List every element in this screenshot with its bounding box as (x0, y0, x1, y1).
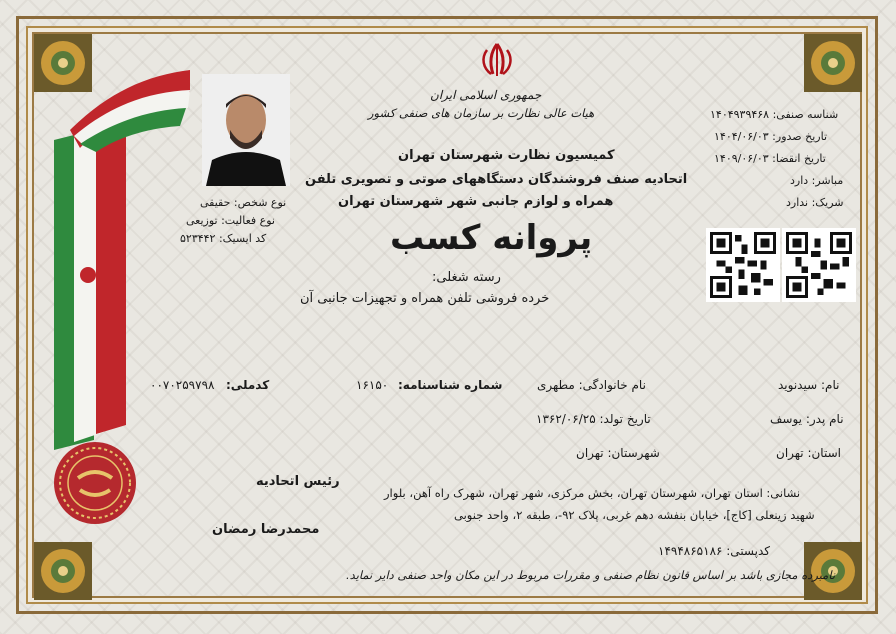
footer-note: نامبرده مجازی باشد بر اساس قانون نظام صنفی و مقررات مربوط در این مکان واحد صنفی دایر نماید. (346, 568, 836, 582)
first-name: نام: سیدنوید (778, 378, 840, 392)
city: شهرستان: تهران (576, 446, 660, 460)
partner: شریک: ندارد (786, 196, 844, 209)
birth-date: تاریخ تولد: ۱۳۶۲/۰۶/۲۵ (536, 412, 651, 426)
corner-ornament (32, 540, 94, 602)
father-name: نام پدر: یوسف (770, 412, 844, 426)
national-id-number: ۰۰۷۰۲۵۹۷۹۸ (150, 378, 215, 392)
address-line-2: شهید زینعلی [کاج]، خیابان بنفشه دهم غربی، پلاک ۹۲-، طبقه ۲، واحد جنوبی (454, 508, 815, 522)
expiry-date: تاریخ انقضا: ۱۴۰۹/۰۶/۰۳ (714, 152, 826, 165)
signature-name: محمدرضا رمضان (212, 522, 320, 537)
national-id-label: کدملی: (226, 378, 270, 392)
field-label: رسته شغلی: (432, 270, 501, 285)
commission-text: کمیسیون نظارت شهرستان تهران (398, 148, 615, 163)
field-value: خرده فروشی تلفن همراه و تجهیزات جانبی آن (300, 291, 550, 306)
isic-code: کد ایسیک: ۵۲۳۴۴۲ (180, 232, 267, 245)
union-line-2: همراه و لوازم جانبی شهر شهرستان تهران (338, 194, 614, 209)
issue-date: تاریخ صدور: ۱۴۰۴/۰۶/۰۳ (714, 130, 828, 143)
province: استان: تهران (776, 446, 841, 460)
person-type: نوع شخص: حقیقی (200, 196, 287, 209)
board-text: هیات عالی نظارت بر سازمان های صنفی کشور (368, 106, 595, 120)
union-line-1: اتحادیه صنف فروشندگان دستگاههای صوتی و تصویری تلفن (305, 172, 688, 187)
last-name: نام خانوادگی: مطهری (537, 378, 646, 392)
flag-ribbon (40, 70, 200, 450)
iran-emblem-icon (477, 40, 517, 80)
guild-id: شناسه صنفی: ۱۴۰۴۹۳۹۴۶۸ (710, 108, 839, 121)
direct-manager: مباشر: دارد (790, 174, 844, 187)
activity-type: نوع فعالیت: توزیعی (186, 214, 275, 227)
corner-ornament (802, 32, 864, 94)
address-line-1: نشانی: استان تهران، شهرستان تهران، بخش مرکزی، شهر تهران، شهرک راه آهن، بلوار (384, 486, 801, 500)
qr-code-icon (706, 228, 780, 302)
document-title: پروانه کسب (390, 218, 593, 258)
signature-role: رئیس اتحادیه (256, 474, 340, 489)
holder-photo (202, 74, 290, 186)
postal-code: کدپستی: ۱۴۹۴۸۶۵۱۸۶ (658, 544, 770, 558)
republic-text: جمهوری اسلامی ایران (430, 88, 542, 102)
qr-code-icon (782, 228, 856, 302)
birth-cert-number: ۱۶۱۵۰ (356, 378, 389, 392)
birth-cert-label: شماره شناسنامه: (398, 378, 503, 392)
ministry-seal (52, 440, 138, 526)
